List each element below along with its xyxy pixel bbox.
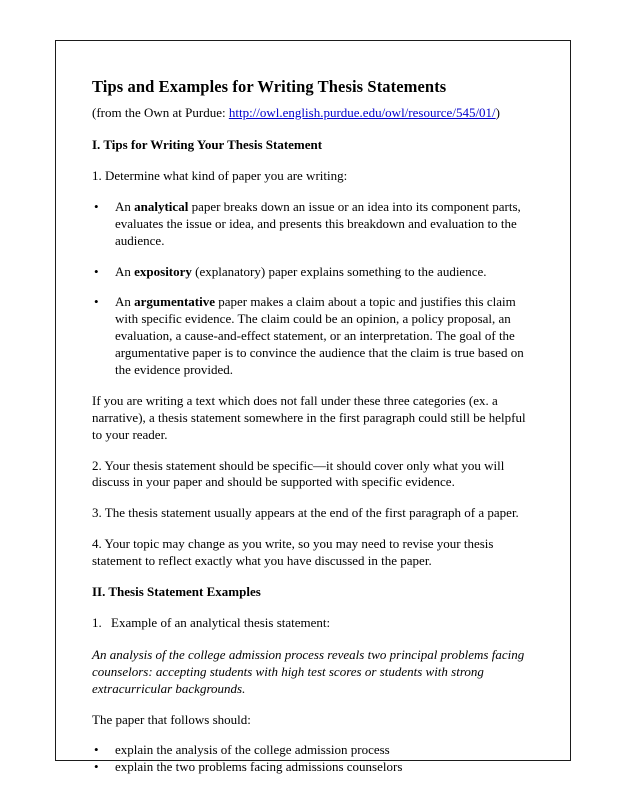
example-list-item <box>92 615 534 632</box>
bullet-term: expository <box>134 263 192 279</box>
bullet-text <box>115 199 534 250</box>
bullet-icon <box>94 264 115 281</box>
example-number: 1. <box>92 615 102 631</box>
list-item <box>92 759 534 776</box>
tip-3: 3. The thesis statement usually appears at the end of the first paragraph of a paper. <box>92 505 519 521</box>
list-item-expository <box>92 264 534 281</box>
note-paragraph: If you are writing a text which does not fall under these three categories (ex. a narrative), a thesis statement somewhere in the first paragraph could still be helpful to your reader. <box>92 392 526 442</box>
bullet-rest: paper breaks down an issue or an idea into its component parts, evaluates the issue or idea, and presents this breakdown and evaluation to the audience. <box>115 198 521 248</box>
bullet-icon <box>94 742 115 759</box>
bullet-icon <box>94 294 115 378</box>
bullet-pre: An <box>115 294 135 310</box>
list-item-argumentative <box>92 294 534 378</box>
bullet-term: analytical <box>134 198 189 214</box>
bullet-rest: (explanatory) paper explains something to the audience. <box>191 263 487 279</box>
bullet-text <box>115 294 534 378</box>
tip-4: 4. Your topic may change as you write, so you may need to revise your thesis statement to reflect exactly what you have discussed in the paper. <box>92 536 494 569</box>
bullet-rest: paper makes a claim about a topic and justifies this claim with specific evidence. The claim could be an opinion, a policy proposal, an evaluation, a cause-and-effect statement, or an interpretation. The goal of the argumentative paper is to convince the audience that the claim is true based on the evidence provided. <box>115 294 524 378</box>
bullet-icon <box>94 759 115 776</box>
bullet-text <box>115 264 534 281</box>
bullet-term: argumentative <box>134 294 216 310</box>
example-thesis-text: An analysis of the college admission process reveals two principal problems facing counselors: accepting students with high test scores or students with strong extracurricular backgrounds. <box>92 646 525 696</box>
bullet-pre: An <box>115 263 135 279</box>
bullet-icon <box>94 199 115 250</box>
bullet-text: explain the analysis of the college admission process <box>115 742 390 758</box>
section2-heading: II. Thesis Statement Examples <box>92 584 261 600</box>
source-suffix: ) <box>495 105 501 120</box>
page-title: Tips and Examples for Writing Thesis Statements <box>92 77 447 96</box>
list-item <box>92 742 534 759</box>
example-label: Example of an analytical thesis statement: <box>111 615 331 631</box>
section1-heading: I. Tips for Writing Your Thesis Statement <box>92 137 323 152</box>
source-prefix: (from the Own at Purdue: <box>92 105 229 120</box>
example-bullet-list <box>92 742 534 776</box>
list-item-analytical <box>92 199 534 250</box>
tip-2: 2. Your thesis statement should be specific—it should cover only what you will discuss in your paper and should be supported with specific evidence. <box>92 457 505 490</box>
section1-intro: 1. Determine what kind of paper you are writing: <box>92 168 348 183</box>
follows-intro: The paper that follows should: <box>92 711 251 727</box>
bullet-pre: An <box>115 198 135 214</box>
bullet-text: explain the two problems facing admissions counselors <box>115 759 403 775</box>
document-page <box>55 40 571 775</box>
source-line <box>92 105 534 121</box>
source-link[interactable]: http://owl.english.purdue.edu/owl/resource/545/01/ <box>228 105 496 120</box>
